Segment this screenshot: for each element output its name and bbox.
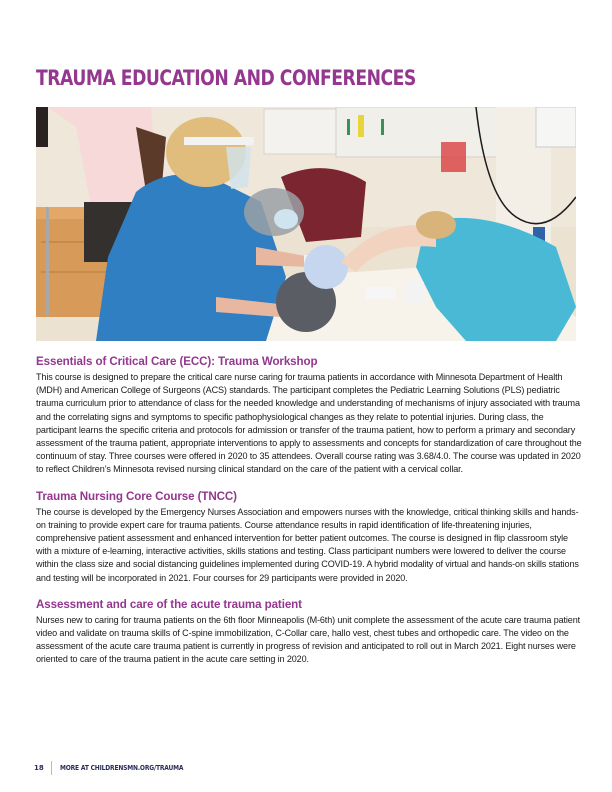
page-footer [34,762,205,774]
section-heading: Essentials of Critical Care (ECC): Trauma Workshop [36,355,318,368]
section-acute-trauma [36,597,584,667]
section-body: This course is designed to prepare the critical care nurse caring for trauma patients in accordance with Minnesota Department of Health (MDH) and American College of Surgeons (ACS) standards. The participant completes the Pediatric Learning Solutions (PLS) pediatric trauma curriculum prior to attendance of class for the needed knowledge and understanding of mechanisms of injury associated with trauma and the correlating signs and symptoms to specific pathophysiological changes as they relate to potential injuries. During class, the participant learns the specific criteria and protocols for admission or transfer of the trauma patient, how to perform a primary and secondary assessment of the trauma patient, appropriate interventions to apply to assessments and concepts for standardization of care throughout the continuum of stay. Three courses were offered in 2020 to 35 attendees. Overall course rating was 3.68/4.0. The course was updated in 2020 to reflect Children’s Minnesota revised nursing clinical standard on the care of the patient with a cervical collar. [36,372,582,475]
section-heading: Assessment and care of the acute trauma patient [36,597,302,611]
section-ecc [36,354,584,477]
footer-link[interactable]: MORE AT CHILDRENSMN.ORG/TRAUMA [60,764,184,772]
section-heading: Trauma Nursing Core Course (TNCC) [36,489,237,503]
page-title: TRAUMA EDUCATION AND CONFERENCES [36,66,416,90]
hero-photo [36,107,576,341]
page-number: 18 [34,764,44,772]
content-body [36,354,584,679]
section-body: Nurses new to caring for trauma patients on the 6th floor Minneapolis (M-6th) unit complete the assessment of the acute care trauma patient video and validate on trauma skills of C-spine immobilization, C-Collar care, hallo vest, chest tubes and orthopedic care. The video on the assessment of the acute care trauma patient is currently in progress of revision and anticipated to roll out in March 2021. Eight nurses were oriented to care of the trauma patient in the acute care setting in 2020. [36,614,581,665]
photo-illustration [36,107,576,341]
section-body: The course is developed by the Emergency Nurses Association and empowers nurses with the knowledge, critical thinking skills and hands-on training to provide expert care for trauma patients. Course attendance results in rapid identification of life-threatening injuries, comprehensive patient assessment and enhanced intervention for better patient outcomes. The course is designed in flip classroom style with a mixture of e-learning, interactive activities, skills stations and testing. Class participant numbers were lowered to deliver the course within the class size and social distancing guidelines implemented during COVID-19. A hybrid modality of virtual and hands-on skills stations and testing will be incorporated in 2021. Four courses for 29 participants were provided in 2020. [36,506,579,583]
footer-divider [51,761,52,775]
section-tncc [36,489,584,585]
